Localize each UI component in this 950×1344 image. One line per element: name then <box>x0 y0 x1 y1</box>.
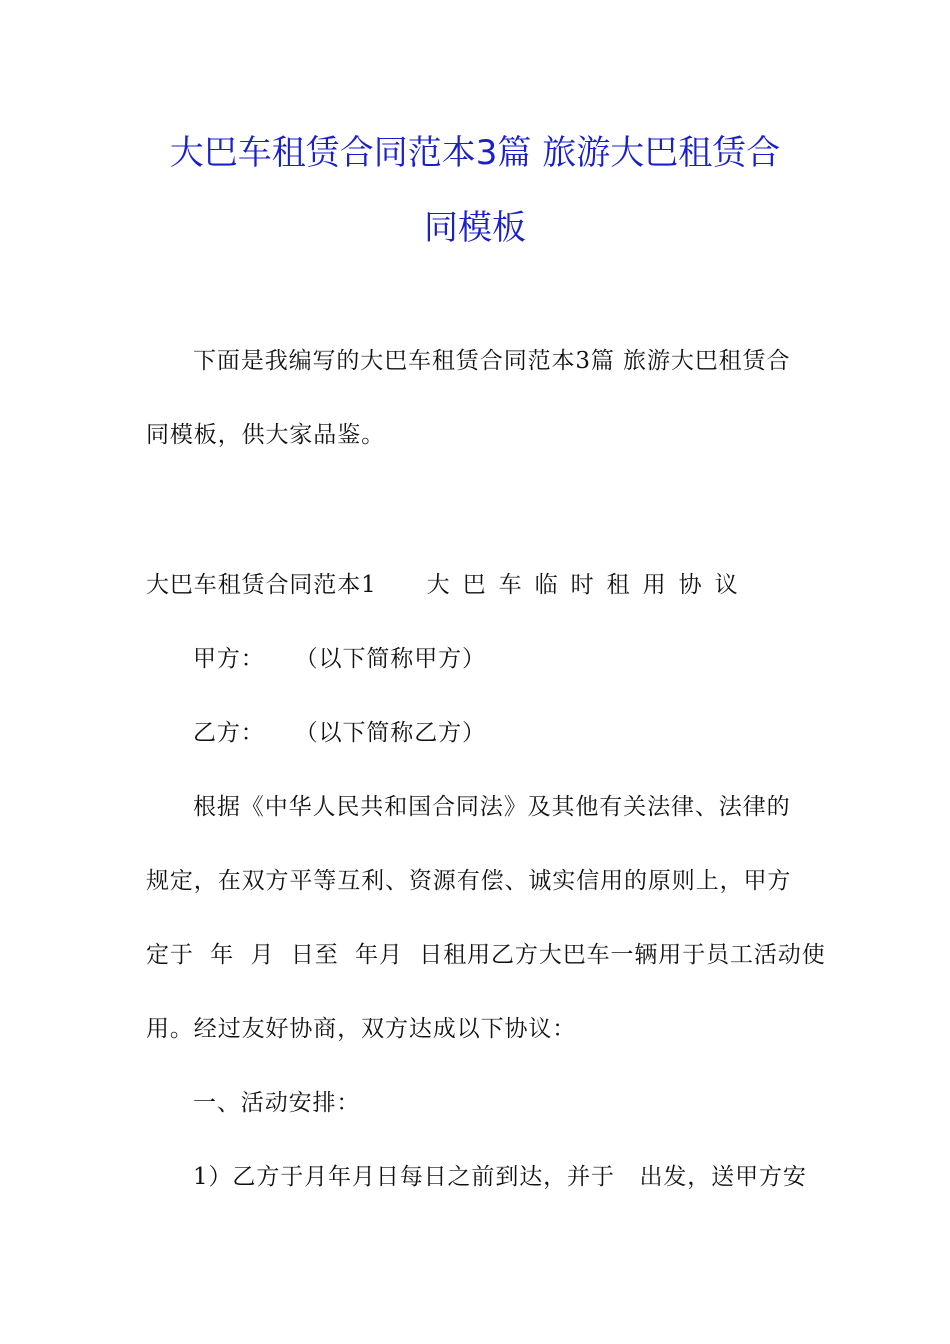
party-a-line <box>193 644 486 674</box>
body-paragraph-line-1: 根据《中华人民共和国合同法》及其他有关法律、法律的 <box>193 794 791 820</box>
intro-paragraph-line-1: 下面是我编写的大巴车租赁合同范本3篇 旅游大巴租赁合 <box>193 348 791 374</box>
section-1-heading: 大巴车临时租用协议 <box>426 572 751 598</box>
section-1-header-line <box>146 570 751 600</box>
party-a-label: 甲方： <box>193 646 265 672</box>
party-b-line <box>193 718 486 748</box>
party-b-note: （以下简称乙方） <box>294 720 486 746</box>
clause-1-heading: 一、活动安排： <box>193 1090 361 1116</box>
intro-paragraph-line-2: 同模板，供大家品鉴。 <box>146 422 385 448</box>
party-b-label: 乙方： <box>193 720 265 746</box>
document-title-line-1: 大巴车租赁合同范本3篇 旅游大巴租赁合 <box>169 133 781 173</box>
body-paragraph-line-3: 定于 年 月 日至 年月 日租用乙方大巴车一辆用于员工活动使 <box>146 942 826 968</box>
clause-1-item-1: 1）乙方于月年月日每日之前到达，并于 出发，送甲方安 <box>193 1164 807 1190</box>
section-1-label: 大巴车租赁合同范本1 <box>146 572 377 598</box>
party-a-note: （以下简称甲方） <box>294 646 486 672</box>
body-paragraph-line-4: 用。经过友好协商，双方达成以下协议： <box>146 1016 577 1042</box>
body-paragraph-line-2: 规定，在双方平等互利、资源有偿、诚实信用的原则上，甲方 <box>146 868 792 894</box>
document-title-line-2: 同模板 <box>424 208 526 248</box>
